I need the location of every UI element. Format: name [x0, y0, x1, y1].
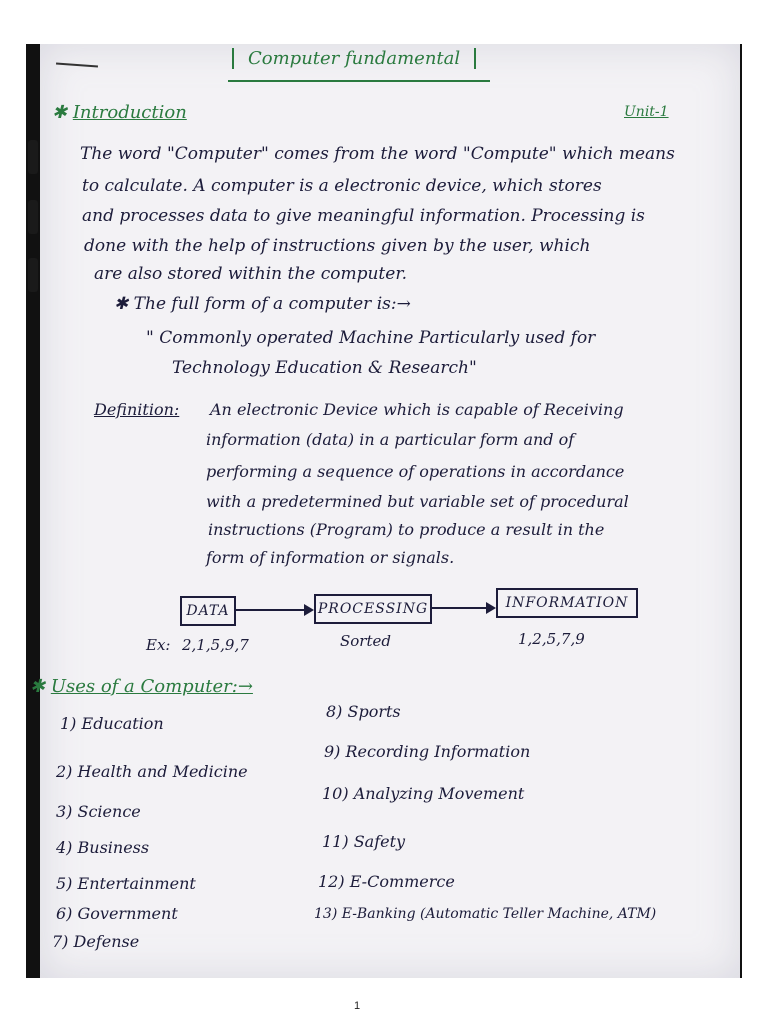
definition-line: performing a sequence of operations in accordance [206, 462, 625, 481]
intro-line: and processes data to give meaningful information. Processing is [82, 206, 645, 226]
fullform-line: Technology Education & Research" [172, 358, 477, 378]
processing-box: PROCESSING [314, 594, 432, 624]
definition-line: form of information or signals. [206, 548, 455, 567]
use-item: 9) Recording Information [324, 742, 531, 761]
use-item: 7) Defense [52, 932, 140, 951]
definition-line: An electronic Device which is capable of Receiving [210, 400, 624, 419]
use-item: 4) Business [56, 838, 150, 857]
star-bullet-icon: ✱ [52, 102, 73, 123]
intro-line: done with the help of instructions given by the user, which [84, 236, 591, 256]
intro-line: are also stored within the computer. [94, 264, 407, 284]
fullform-line: " Commonly operated Machine Particularly used for [146, 328, 596, 348]
arrow-right-icon [430, 607, 494, 609]
definition-line: with a predetermined but variable set of procedural [206, 492, 629, 511]
definition-line: information (data) in a particular form and of [206, 430, 575, 449]
use-item: 12) E-Commerce [318, 872, 455, 891]
use-item: 1) Education [60, 714, 164, 733]
use-item: 11) Safety [322, 832, 406, 851]
use-item: 5) Entertainment [56, 874, 196, 893]
star-bullet-icon: ✱ [30, 676, 51, 697]
use-item: 6) Government [56, 904, 178, 923]
binding-hole [28, 140, 38, 174]
arrow-right-icon [234, 609, 312, 611]
intro-line: to calculate. A computer is a electronic device, which stores [82, 176, 602, 196]
information-box: INFORMATION [496, 588, 638, 618]
use-item: 2) Health and Medicine [56, 762, 248, 781]
intro-heading: ✱ Introduction [52, 102, 187, 123]
example-output: 1,2,5,7,9 [518, 630, 585, 648]
intro-line: The word "Computer" comes from the word "Compute" which means [80, 144, 675, 164]
data-box: DATA [180, 596, 236, 626]
unit-label: Unit-1 [624, 104, 669, 120]
example-label: Ex: [146, 636, 171, 654]
example-process: Sorted [340, 632, 391, 650]
binding-hole [28, 200, 38, 234]
use-item: 13) E-Banking (Automatic Teller Machine, ATM) [314, 906, 657, 922]
page-title: Computer fundamental [232, 48, 476, 69]
use-item: 3) Science [56, 802, 141, 821]
fullform-label: ✱ The full form of a computer is:→ [114, 294, 411, 314]
uses-heading: ✱ Uses of a Computer:→ [30, 676, 253, 697]
binding-hole [28, 258, 38, 292]
title-underline [228, 80, 490, 82]
definition-line: instructions (Program) to produce a result in the [208, 520, 605, 539]
page-number: 1 [354, 1000, 361, 1012]
star-bullet-icon: ✱ [114, 294, 134, 314]
use-item: 8) Sports [326, 702, 401, 721]
example-input: 2,1,5,9,7 [182, 636, 249, 654]
use-item: 10) Analyzing Movement [322, 784, 525, 803]
definition-label: Definition: [94, 400, 180, 419]
